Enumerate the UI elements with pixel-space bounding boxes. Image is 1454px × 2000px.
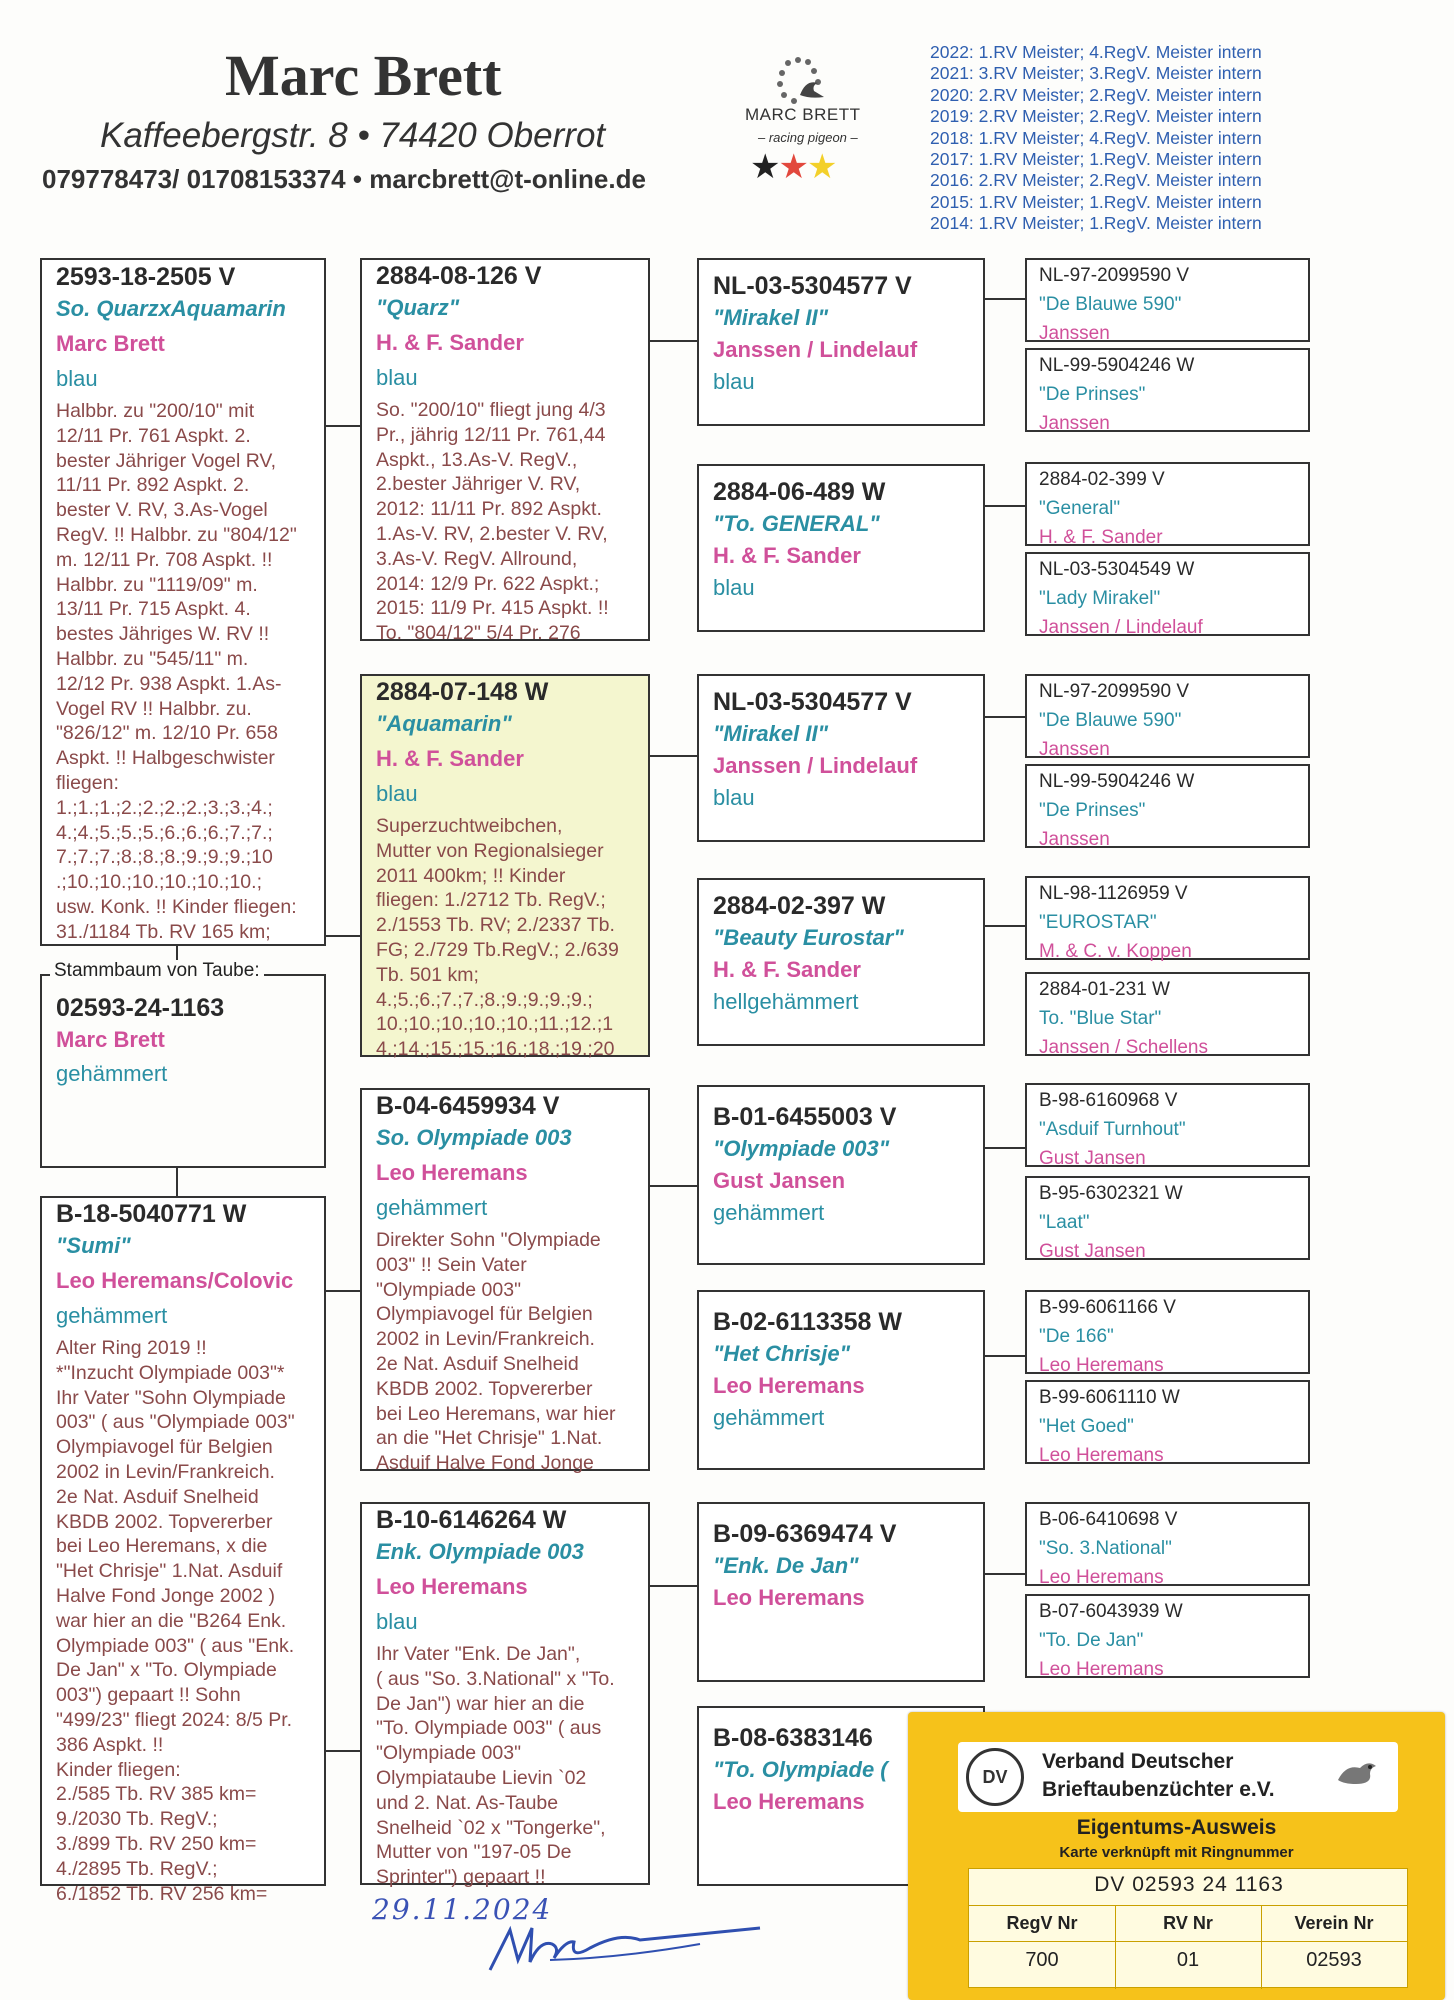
ring-number: NL-98-1126959 V: [1039, 883, 1188, 904]
desc-line: bei Leo Heremans, war hier: [376, 1402, 616, 1425]
great-grandparent-card: [697, 674, 985, 842]
breeder-name: Marc Brett: [225, 43, 502, 108]
logo-stars: ★★★: [750, 148, 836, 186]
desc-line: und 2. Nat. As-Taube: [376, 1791, 559, 1814]
breeder: Leo Heremans/Colovic: [56, 1268, 294, 1293]
breeder: M. & C. v. Koppen: [1039, 941, 1192, 962]
desc-line: bester Jähriger Vogel RV,: [56, 449, 277, 472]
pigeon-color: gehämmert: [713, 1200, 825, 1225]
pigeon-color: blau: [713, 575, 755, 600]
breeder: Leo Heremans: [713, 1373, 865, 1398]
desc-line: 1.;1.;1.;2.;2.;2.;2.;3.;3.;4.;: [56, 796, 273, 819]
pigeon-name: "To. GENERAL": [713, 511, 880, 536]
ring-number: 2884-07-148 W: [376, 678, 549, 706]
connector: [648, 1585, 698, 1587]
record-item: 2019: 2.RV Meister; 2.RegV. Meister intern: [930, 106, 1262, 127]
breeder: Marc Brett: [56, 331, 165, 356]
ring-number: B-01-6455003 V: [713, 1103, 897, 1131]
divider: [1261, 1905, 1262, 1989]
breeder: Gust Jansen: [713, 1168, 846, 1193]
gg-grandparent-card: [1025, 1083, 1310, 1167]
desc-line: "499/23" fliegt 2024: 8/5 Pr.: [56, 1708, 293, 1731]
desc-line: 7.;7.;7.;8.;8.;8.;9.;9.;9.;10: [56, 846, 273, 869]
pigeon-name: "De Blauwe 590": [1039, 710, 1182, 731]
connector: [324, 935, 360, 937]
record-item: 2015: 1.RV Meister; 1.RegV. Meister intern: [930, 191, 1262, 212]
pigeon-name: "Laat": [1039, 1212, 1090, 1233]
ring-number: B-98-6160968 V: [1039, 1090, 1178, 1111]
pigeon-name: "Aquamarin": [376, 711, 512, 736]
ring-number: 2884-08-126 V: [376, 262, 542, 290]
desc-line: fliegen: 1./2712 Tb. RegV.;: [376, 889, 606, 912]
desc-line: To. "804/12" 5/4 Pr. 276: [376, 622, 581, 645]
desc-line: Olympiade 003" ( aus "Enk.: [56, 1634, 295, 1657]
ring-number: NL-97-2099590 V: [1039, 681, 1189, 702]
breeder: Janssen / Lindelauf: [1039, 617, 1203, 638]
pigeon-name: "De Prinses": [1039, 800, 1146, 821]
dv-logo-icon: [966, 1748, 1024, 1806]
gg-grandparent-card: [1025, 258, 1310, 342]
ring-number: B-10-6146264 W: [376, 1506, 567, 1534]
desc-line: Halbbr. zu "200/10" mit: [56, 400, 255, 422]
gg-grandparent-card: [1025, 1380, 1310, 1464]
value-regv: 700: [1025, 1949, 1059, 1971]
gg-grandparent-card: [1025, 1290, 1310, 1374]
gg-grandparent-card: [1025, 1176, 1310, 1260]
desc-line: 10.;10.;10.;10.;10.;11.;12.;1: [376, 1013, 614, 1036]
desc-line: Olympiavogel für Belgien: [56, 1436, 273, 1459]
record-item: 2022: 1.RV Meister; 4.RegV. Meister intern: [930, 42, 1262, 62]
description: [376, 1228, 634, 1476]
connector: [983, 298, 1025, 300]
pigeon-logo-icon: [740, 55, 865, 110]
pigeon-name: "De Prinses": [1039, 384, 1146, 405]
desc-line: fliegen:: [56, 771, 119, 794]
ring-number: 2884-06-489 W: [713, 478, 886, 506]
desc-line: 3./899 Tb. RV 250 km=: [56, 1832, 257, 1855]
desc-line: ( aus "So. 3.National" x "To.: [376, 1667, 615, 1690]
pigeon-color: blau: [376, 365, 418, 390]
dam-card: [40, 1196, 326, 1905]
sire-card: [40, 258, 326, 946]
breeder: Janssen: [1039, 829, 1110, 850]
divider: [969, 1905, 1407, 1906]
desc-line: 2011 400km; !! Kinder: [376, 864, 566, 887]
record-item: 2017: 1.RV Meister; 1.RegV. Meister intern: [930, 149, 1262, 170]
divider: [1115, 1905, 1116, 1989]
pigeon-name: "So. 3.National": [1039, 1538, 1172, 1559]
desc-line: Olympiavogel für Belgien: [376, 1303, 593, 1326]
desc-line: De Jan") war hier an die: [376, 1692, 585, 1715]
ring-number: B-04-6459934 V: [376, 1092, 560, 1120]
ring-number: NL-99-5904246 W: [1039, 771, 1195, 792]
connector: [324, 1290, 360, 1292]
breeder-address: Kaffeebergstr. 8 • 74420 Oberrot: [100, 116, 606, 155]
desc-line: Vogel RV !! Halbbr. zu.: [56, 697, 252, 720]
great-grandparent-card: [697, 878, 985, 1046]
dv-logo-text: DV: [982, 1767, 1008, 1787]
breeder: Leo Heremans: [713, 1789, 865, 1814]
desc-line: 4.;5.;6.;7.;7.;8.;9.;9.;9.;9.;: [376, 988, 593, 1011]
breeder: Janssen: [1039, 739, 1110, 760]
desc-line: Alter Ring 2019 !!: [56, 1337, 207, 1359]
desc-line: Olympiataube Lievin `02: [376, 1766, 587, 1789]
pigeon-name: "Beauty Eurostar": [713, 925, 904, 950]
pigeon-name: "Het Chrisje": [713, 1341, 851, 1366]
ring-number: 02593-24-1163: [56, 994, 225, 1022]
desc-line: 2012: 11/11 Pr. 892 Aspkt.: [376, 498, 602, 521]
card-header: [958, 1742, 1398, 1812]
connector: [648, 340, 698, 342]
desc-line: Ihr Vater "Sohn Olympiade: [56, 1386, 286, 1409]
breeder: Leo Heremans: [1039, 1659, 1164, 1680]
desc-line: 2./585 Tb. RV 385 km=: [56, 1783, 257, 1806]
desc-line: Mutter von "197-05 De: [376, 1841, 572, 1864]
desc-line: bester V. RV, 3.As-Vogel: [56, 499, 268, 522]
desc-line: 31./1184 Tb. RV 165 km;: [56, 920, 271, 943]
record-item: 2014: 1.RV Meister; 1.RegV. Meister intern: [930, 213, 1262, 234]
breeder: Leo Heremans: [376, 1574, 528, 1599]
desc-line: Aspkt., 13.As-V. RegV.,: [376, 448, 578, 471]
signature: [470, 1900, 770, 1990]
ring-number: B-07-6043939 W: [1039, 1601, 1183, 1622]
great-grandparent-card: [697, 1290, 985, 1470]
pigeon-name: "EUROSTAR": [1039, 912, 1157, 933]
gg-grandparent-card: [1025, 876, 1310, 960]
breeder: Janssen / Lindelauf: [713, 337, 918, 362]
ring-number: 2884-01-231 W: [1039, 979, 1170, 1000]
grandparent-card: [360, 1502, 650, 1889]
connector: [983, 716, 1025, 718]
col-header-regv: RegV Nr: [1006, 1913, 1078, 1933]
card-table: [968, 1868, 1408, 1988]
pigeon-name: "De Blauwe 590": [1039, 294, 1182, 315]
pigeon-color: gehämmert: [56, 1303, 168, 1328]
connector: [983, 1147, 1025, 1149]
breeder: Leo Heremans: [713, 1585, 865, 1610]
pigeon-name: "Enk. De Jan": [713, 1553, 859, 1578]
desc-line: "Olympiade 003": [376, 1278, 522, 1301]
gg-grandparent-card: [1025, 674, 1310, 758]
connector: [176, 1166, 178, 1196]
value-verein: 02593: [1306, 1949, 1362, 1971]
pigeon-color: blau: [376, 1609, 418, 1634]
ring-number: B-18-5040771 W: [56, 1200, 247, 1228]
great-grandparent-card: [697, 258, 985, 426]
desc-line: 003") gepaart !! Sohn: [56, 1684, 241, 1707]
record-item: 2021: 3.RV Meister; 3.RegV. Meister intern: [930, 63, 1262, 84]
desc-line: 2002 in Levin/Frankreich.: [376, 1328, 595, 1351]
desc-line: bei Leo Heremans, x die: [56, 1535, 268, 1558]
ring-number: 2593-18-2505 V: [56, 263, 236, 291]
gg-grandparent-card: [1025, 552, 1310, 636]
desc-line: war hier an die "B264 Enk.: [56, 1609, 287, 1632]
desc-line: Snelheid `02 x "Tongerke",: [376, 1816, 606, 1839]
gg-grandparent-card: [1025, 462, 1310, 546]
breeder: Leo Heremans: [1039, 1445, 1164, 1466]
desc-line: an die "Het Chrisje" 1.Nat.: [376, 1427, 603, 1450]
pigeon-name: "Quarz": [376, 295, 460, 320]
connector: [983, 1573, 1025, 1575]
pigeon-name: "To. Olympiade (: [713, 1757, 888, 1782]
gg-grandparent-card: [1025, 1502, 1310, 1586]
connector: [324, 1750, 360, 1752]
pigeon-name: "Asduif Turnhout": [1039, 1119, 1186, 1140]
breeder: Leo Heremans: [376, 1160, 528, 1185]
record-item: 2020: 2.RV Meister; 2.RegV. Meister intern: [930, 84, 1262, 105]
desc-line: Pr., jährig 12/11 Pr. 761,44: [376, 423, 606, 446]
description: [56, 399, 310, 945]
breeder: H. & F. Sander: [376, 746, 524, 771]
connector: [983, 925, 1025, 927]
desc-line: Halbbr. zu "545/11" m.: [56, 647, 249, 670]
ring-number: NL-03-5304549 W: [1039, 559, 1195, 580]
desc-line: usw. Konk. !! Kinder fliegen:: [56, 895, 297, 918]
desc-line: 13/11 Pr. 715 Aspkt. 4.: [56, 598, 251, 621]
pigeon-color: blau: [56, 366, 98, 391]
col-header-verein: Verein Nr: [1294, 1913, 1374, 1933]
divider: [969, 1941, 1407, 1942]
desc-line: *"Inzucht Olympiade 003"*: [56, 1361, 285, 1384]
desc-line: 1.As-V. RV, 2.bester V. RV,: [376, 522, 608, 545]
pigeon-color: gehämmert: [376, 1195, 488, 1220]
logo: [740, 55, 865, 190]
breeder: Janssen / Schellens: [1039, 1037, 1208, 1058]
subject-card: [40, 960, 326, 1168]
subject-label: Stammbaum von Taube:: [50, 960, 264, 982]
desc-line: 003" ( aus "Olympiade 003": [56, 1411, 295, 1434]
ring-number: B-08-6383146: [713, 1724, 873, 1752]
record-item: 2016: 2.RV Meister; 2.RegV. Meister intern: [930, 170, 1262, 191]
connector: [648, 755, 698, 757]
desc-line: 11/11 Pr. 892 Aspkt. 2.: [56, 474, 250, 497]
breeder: Janssen / Lindelauf: [713, 753, 918, 778]
desc-line: 2014: 12/9 Pr. 622 Aspkt.;: [376, 572, 600, 595]
ownership-card: [908, 1712, 1445, 2000]
col-header-rv: RV Nr: [1163, 1913, 1213, 1933]
gg-grandparent-card: [1025, 1594, 1310, 1678]
connector: [983, 1355, 1025, 1357]
ring-number: B-06-6410698 V: [1039, 1509, 1178, 1530]
pigeon-color: blau: [713, 785, 755, 810]
breeder: H. & F. Sander: [713, 957, 861, 982]
pigeon-name: To. "Blue Star": [1039, 1008, 1162, 1029]
pigeon-color: hellgehämmert: [713, 989, 859, 1014]
card-ring-number: DV 02593 24 1163: [1094, 1873, 1284, 1896]
description: [376, 398, 634, 646]
ring-number: B-99-6061110 W: [1039, 1387, 1180, 1408]
great-grandparent-card: [697, 1085, 985, 1265]
pigeon-color: blau: [713, 369, 755, 394]
breeder: Marc Brett: [56, 1027, 165, 1052]
pigeon-name: So. Olympiade 003: [376, 1125, 572, 1150]
desc-line: RegV. !! Halbbr. zu "804/12": [56, 523, 297, 546]
desc-line: FG; 2./729 Tb.RegV.; 2./639: [376, 938, 619, 961]
desc-line: bestes Jähriges W. RV !!: [56, 623, 270, 646]
connector: [983, 505, 1025, 507]
description: [376, 1642, 634, 1890]
desc-line: "Olympiade 003": [376, 1742, 522, 1765]
desc-line: "To. Olympiade 003" ( aus: [376, 1717, 602, 1740]
ring-number: B-99-6061166 V: [1039, 1297, 1176, 1318]
desc-line: 6./1852 Tb. RV 256 km=: [56, 1882, 268, 1905]
value-rv: 01: [1176, 1949, 1200, 1971]
desc-line: 12/11 Pr. 761 Aspkt. 2.: [56, 424, 251, 447]
logo-subtitle: – racing pigeon –: [758, 130, 858, 145]
desc-line: 12/12 Pr. 938 Aspkt. 1.As-: [56, 672, 282, 695]
desc-line: So. "200/10" fliegt jung 4/3: [376, 399, 606, 421]
ring-number: NL-99-5904246 W: [1039, 355, 1195, 376]
desc-line: 3.As-V. RegV. Allround,: [376, 547, 578, 570]
desc-line: Halbbr. zu "1119/09" m.: [56, 573, 258, 596]
gg-grandparent-card: [1025, 972, 1310, 1056]
ring-number: NL-03-5304577 V: [713, 688, 912, 716]
desc-line: 9./2030 Tb. RegV.;: [56, 1808, 218, 1831]
grandparent-card: [360, 674, 650, 1061]
great-grandparent-card: [697, 464, 985, 632]
grandparent-card: [360, 258, 650, 645]
ring-number: B-09-6369474 V: [713, 1520, 897, 1548]
ring-number: 2884-02-397 W: [713, 892, 886, 920]
desc-line: 003" !! Sein Vater: [376, 1253, 527, 1276]
desc-line: .;10.;10.;10.;10.;10.;10.;: [56, 871, 262, 894]
pigeon-name: "Sumi": [56, 1233, 131, 1258]
pigeon-emblem-icon: [1332, 1758, 1382, 1792]
desc-line: Sprinter") gepaart !!: [376, 1866, 546, 1889]
desc-line: 4.;4.;5.;5.;5.;6.;6.;6.;7.;7.;: [56, 821, 273, 844]
desc-line: 2.bester Jähriger V. RV,: [376, 473, 581, 496]
breeder: H. & F. Sander: [1039, 527, 1163, 548]
desc-line: Mutter von Regionalsieger: [376, 839, 604, 862]
breeder-contact: 079778473/ 01708153374 • marcbrett@t-online.de: [42, 164, 646, 194]
gg-grandparent-card: [1025, 348, 1310, 432]
desc-line: Asduif Halve Fond Jonge: [376, 1452, 594, 1475]
breeder: Janssen: [1039, 323, 1110, 344]
breeder: Leo Heremans: [1039, 1355, 1164, 1376]
breeder: H. & F. Sander: [713, 543, 861, 568]
desc-line: De Jan" x "To. Olympiade: [56, 1659, 277, 1682]
desc-line: Halve Fond Jonge 2002 ): [56, 1584, 275, 1607]
desc-line: "Het Chrisje" 1.Nat. Asduif: [56, 1560, 283, 1583]
pigeon-color: gehämmert: [713, 1405, 825, 1430]
ring-number: NL-97-2099590 V: [1039, 265, 1189, 286]
org-name-line2: Brieftaubenzüchter e.V.: [1042, 1778, 1275, 1801]
ring-number: B-95-6302321 W: [1039, 1183, 1183, 1204]
pigeon-name: So. QuarzxAquamarin: [56, 296, 286, 321]
desc-line: 4./2895 Tb. RegV.;: [56, 1857, 218, 1880]
breeder: H. & F. Sander: [376, 330, 524, 355]
connector: [648, 1185, 698, 1187]
breeder: Janssen: [1039, 413, 1110, 434]
gg-grandparent-card: [1025, 764, 1310, 848]
desc-line: Direkter Sohn "Olympiade: [376, 1229, 601, 1251]
desc-line: "826/12" m. 12/10 Pr. 658: [56, 722, 278, 745]
record-list: [930, 42, 1262, 235]
pigeon-name: "Het Goed": [1039, 1416, 1134, 1437]
date-handwritten: 29.11.2024: [372, 1893, 553, 1926]
pigeon-name: "Olympiade 003": [713, 1136, 890, 1161]
org-name-line1: Verband Deutscher: [1042, 1750, 1234, 1773]
ring-number: B-02-6113358 W: [713, 1308, 903, 1336]
desc-line: 4.;14.;15.;15.;16.;18.;19.;20: [376, 1038, 615, 1061]
desc-line: 2./1553 Tb. RV; 2./2337 Tb.: [376, 914, 615, 937]
pigeon-name: "De 166": [1039, 1326, 1114, 1347]
desc-line: Superzuchtweibchen,: [376, 815, 563, 837]
great-grandparent-card: [697, 1502, 985, 1682]
desc-line: 386 Aspkt. !!: [56, 1733, 164, 1756]
pigeon-name: "Mirakel II": [713, 721, 829, 746]
breeder: Gust Jansen: [1039, 1148, 1146, 1169]
desc-line: 2e Nat. Asduif Snelheid: [376, 1352, 579, 1375]
pigeon-name: "General": [1039, 498, 1121, 519]
pigeon-name: "To. De Jan": [1039, 1630, 1144, 1651]
breeder: Gust Jansen: [1039, 1241, 1146, 1262]
grandparent-card: [360, 1088, 650, 1475]
logo-name: MARC BRETT: [745, 105, 861, 124]
description: [56, 1336, 310, 1906]
pigeon-color: gehämmert: [56, 1061, 168, 1086]
connector: [324, 425, 360, 427]
pigeon-name: "Lady Mirakel": [1039, 588, 1161, 609]
desc-line: KBDB 2002. Topvererber: [376, 1377, 593, 1400]
card-title: Eigentums-Ausweis: [1076, 1816, 1277, 1839]
pigeon-name: "Mirakel II": [713, 305, 829, 330]
desc-line: 2e Nat. Asduif Snelheid: [56, 1485, 259, 1508]
card-subtitle: Karte verknüpft mit Ringnummer: [1059, 1844, 1294, 1861]
desc-line: Ihr Vater "Enk. De Jan",: [376, 1643, 581, 1665]
ring-number: 2884-02-399 V: [1039, 469, 1165, 490]
desc-line: Aspkt. !! Halbgeschwister: [56, 747, 275, 770]
description: [376, 814, 634, 1062]
desc-line: Tb. 501 km;: [376, 963, 479, 986]
desc-line: m. 12/11 Pr. 708 Aspkt. !!: [56, 548, 273, 571]
desc-line: KBDB 2002. Topvererber: [56, 1510, 273, 1533]
pigeon-color: blau: [376, 781, 418, 806]
desc-line: Kinder fliegen:: [56, 1758, 181, 1781]
desc-line: 2015: 11/9 Pr. 415 Aspkt. !!: [376, 597, 609, 620]
pigeon-name: Enk. Olympiade 003: [376, 1539, 584, 1564]
record-item: 2018: 1.RV Meister; 4.RegV. Meister intern: [930, 127, 1262, 148]
ring-number: NL-03-5304577 V: [713, 272, 912, 300]
breeder: Leo Heremans: [1039, 1567, 1164, 1588]
desc-line: 2002 in Levin/Frankreich.: [56, 1460, 275, 1483]
